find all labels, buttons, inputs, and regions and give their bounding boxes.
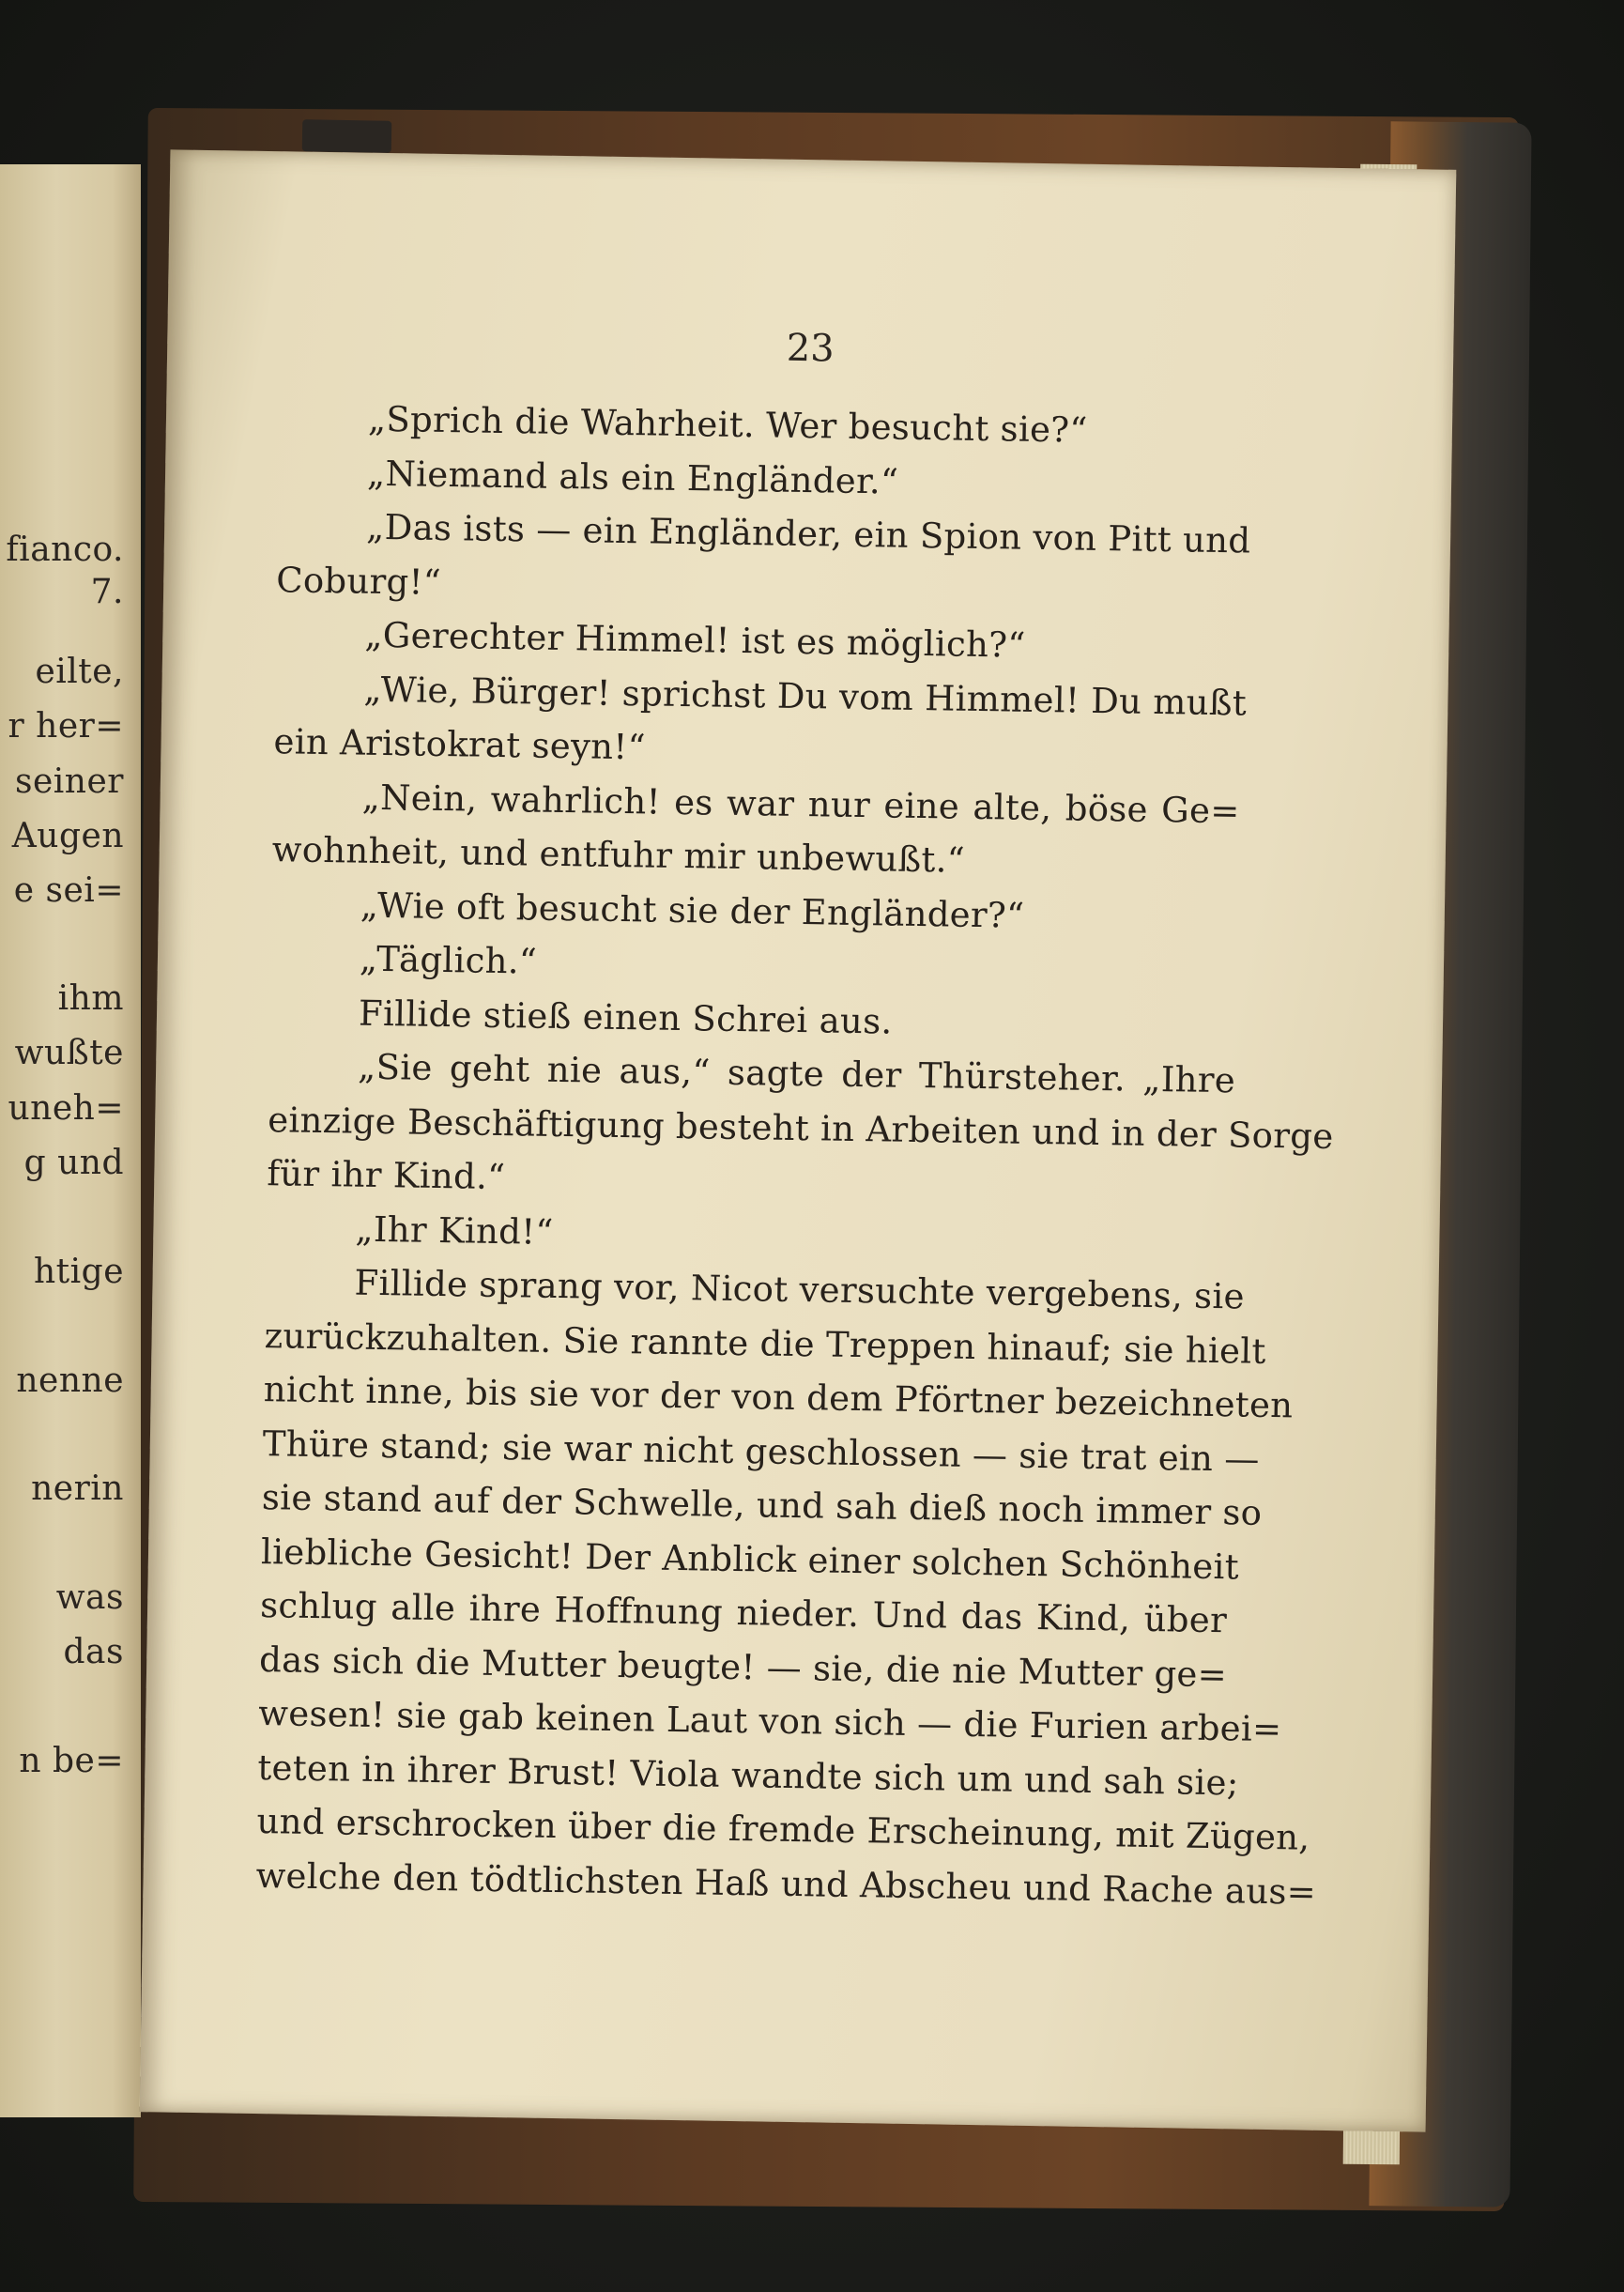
text-line: ein Aristokrat seyn!“: [273, 721, 647, 768]
text-line: „Sie geht nie aus,“ sagte der Thürsteher. „Ihre: [357, 1046, 1236, 1101]
text-line: „Niemand als ein Engländer.“: [366, 453, 899, 502]
text-line: „Nein, wahrlich! es war nur eine alte, böse Ge=: [361, 777, 1240, 831]
text-line: „Täglich.“: [359, 938, 538, 982]
text-line: „Ihr Kind!“: [355, 1208, 554, 1253]
text-line: teten in ihrer Brust! Viola wandte sich um und sah sie;: [257, 1746, 1239, 1803]
previous-page-line: das: [63, 1633, 124, 1671]
text-line: liebliche Gesicht! Der Anblick einer solchen Schönheit: [260, 1531, 1240, 1587]
previous-page-line: fianco.: [6, 531, 124, 569]
text-line: „Wie oft besucht sie der Engländer?“: [360, 884, 1025, 936]
previous-page-line: wußte: [14, 1034, 124, 1072]
text-line: für ihr Kind.“: [267, 1153, 506, 1198]
text-line: Thüre stand; sie war nicht geschlossen — sie trat ein —: [262, 1423, 1260, 1480]
previous-page-line: g und: [23, 1144, 124, 1182]
text-line: das sich die Mutter beugte! — sie, die nie Mutter ge=: [258, 1638, 1228, 1695]
text-line: und erschrocken über die fremde Erscheinung, mit Zügen,: [256, 1801, 1310, 1858]
previous-page-line: nenne: [16, 1361, 124, 1400]
previous-page-line: r her=: [8, 707, 124, 746]
text-line: „Das ists — ein Engländer, ein Spion von Pitt und: [365, 506, 1251, 561]
page-text: [255, 391, 1334, 1917]
previous-page-line: ihm: [57, 979, 124, 1018]
previous-page-line: nerin: [31, 1469, 124, 1508]
previous-page-line: Augen: [11, 817, 124, 855]
page-clip: [302, 119, 392, 153]
text-line: Coburg!“: [275, 559, 442, 603]
previous-page-line: seiner: [15, 762, 124, 801]
previous-page-line: e sei=: [13, 871, 124, 910]
text-line: Fillide sprang vor, Nicot versuchte vergebens, sie: [354, 1262, 1246, 1317]
text-line: „Gerechter Himmel! ist es möglich?“: [364, 614, 1026, 666]
previous-page-line: htige: [33, 1253, 124, 1291]
text-line: wesen! sie gab keinen Laut von sich — die Furien arbei=: [258, 1693, 1282, 1750]
previous-page-line: eilte,: [35, 653, 124, 691]
text-line: sie stand auf der Schwelle, und sah dieß noch immer so: [261, 1477, 1263, 1533]
previous-page-line: uneh=: [8, 1089, 124, 1128]
book-page: [140, 149, 1457, 2131]
text-line: schlug alle ihre Hoffnung nieder. Und das Kind, über: [259, 1585, 1228, 1641]
text-line: „Wie, Bürger! sprichst Du vom Himmel! Du mußt: [363, 669, 1248, 723]
text-line: einzige Beschäftigung besteht in Arbeiten und in der Sorge: [267, 1099, 1334, 1157]
text-line: „Sprich die Wahrheit. Wer besucht sie?“: [367, 398, 1088, 451]
previous-page-line: n be=: [19, 1742, 124, 1780]
text-line: welche den tödtlichsten Haß und Abscheu und Rache aus=: [255, 1854, 1317, 1913]
text-line: Fillide stieß einen Schrei aus.: [358, 992, 893, 1042]
text-line: nicht inne, bis sie vor der von dem Pförtner bezeichneten: [263, 1369, 1294, 1426]
text-line: wohnheit, und entfuhr mir unbewußt.“: [271, 829, 966, 881]
previous-page-line: was: [55, 1578, 124, 1617]
page-number: 23: [786, 326, 835, 371]
text-line: zurückzuhalten. Sie rannte die Treppen hinauf; sie hielt: [264, 1315, 1266, 1372]
previous-page-line: 7.: [90, 573, 124, 611]
previous-page: [0, 164, 141, 2117]
